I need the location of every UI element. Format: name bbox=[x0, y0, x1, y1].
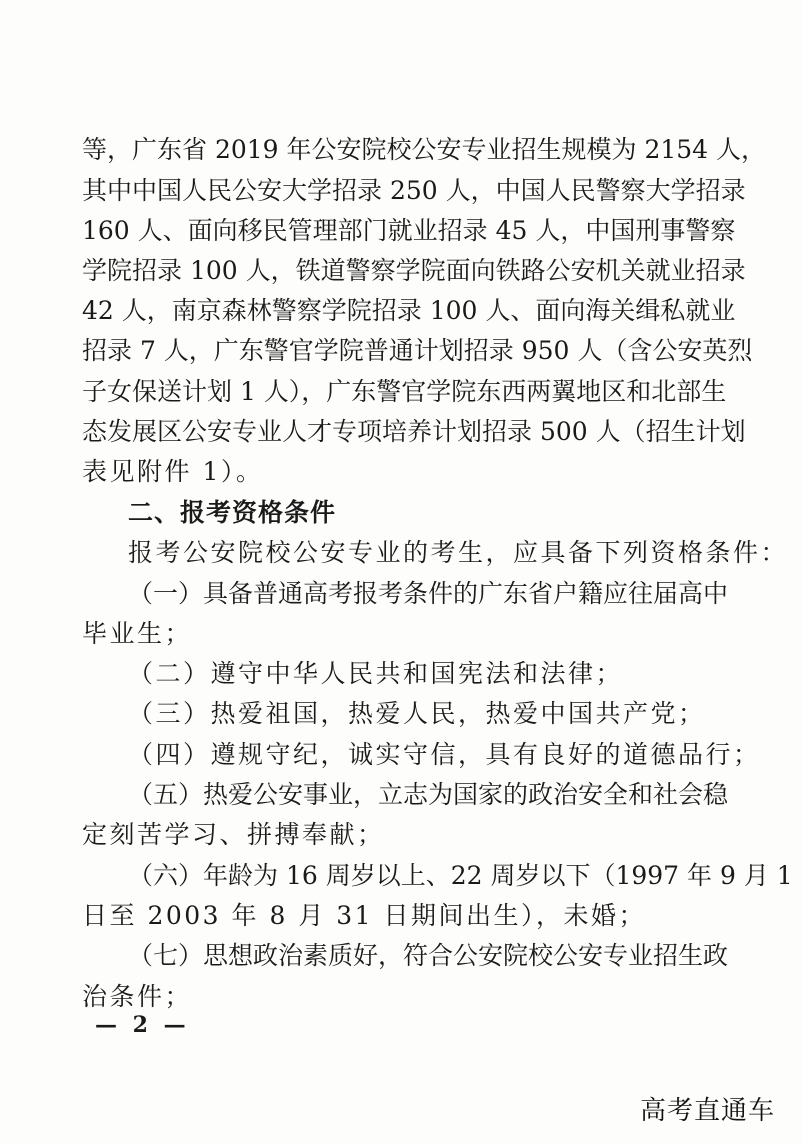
body-line: 其中中国人民公安大学招录 250 人，中国人民警察大学招录 bbox=[82, 176, 746, 205]
condition-line: （四）遵规守纪，诚实守信，具有良好的道德品行； bbox=[128, 740, 761, 769]
condition-line: （二）遵守中华人民共和国宪法和法律； bbox=[128, 659, 624, 688]
body-line: 160 人、面向移民管理部门就业招录 45 人，中国刑事警察 bbox=[82, 216, 736, 245]
condition-line: （五）热爱公安事业，立志为国家的政治安全和社会稳 bbox=[128, 780, 729, 809]
condition-line: 治条件； bbox=[82, 982, 193, 1011]
body-line: 学院招录 100 人，铁道警察学院面向铁路公安机关就业招录 bbox=[82, 256, 746, 285]
intro-line: 报考公安院校公安专业的考生，应具备下列资格条件： bbox=[128, 538, 789, 567]
watermark-text: 高考直通车 bbox=[639, 1096, 775, 1126]
condition-line: （一）具备普通高考报考条件的广东省户籍应往届高中 bbox=[128, 579, 729, 608]
body-line: 表见附件 1）。 bbox=[82, 457, 264, 486]
body-line: 态发展区公安专业人才专项培养计划招录 500 人（招生计划 bbox=[82, 417, 746, 446]
body-line: 子女保送计划 1 人），广东警官学院东西两翼地区和北部生 bbox=[82, 377, 727, 406]
condition-line: （七）思想政治素质好，符合公安院校公安专业招生政 bbox=[128, 941, 729, 970]
body-line: 招录 7 人，广东警官学院普通计划招录 950 人（含公安英烈 bbox=[82, 336, 753, 365]
condition-line: （六）年龄为 16 周岁以上、22 周岁以下（1997 年 9 月 1 bbox=[128, 861, 793, 890]
body-line: 42 人，南京森林警察学院招录 100 人、面向海关缉私就业 bbox=[82, 296, 736, 325]
condition-line: 毕业生； bbox=[82, 619, 193, 648]
section-heading: 二、报考资格条件 bbox=[128, 498, 337, 527]
body-line: 等，广东省 2019 年公安院校公安专业招生规模为 2154 人， bbox=[82, 135, 767, 164]
condition-line: 日至 2003 年 8 月 31 日期间出生），未婚； bbox=[82, 901, 647, 930]
condition-line: 定刻苦学习、拼搏奉献； bbox=[82, 820, 385, 849]
condition-line: （三）热爱祖国，热爱人民，热爱中国共产党； bbox=[128, 699, 706, 728]
page-number: — 2 — bbox=[95, 1012, 190, 1038]
